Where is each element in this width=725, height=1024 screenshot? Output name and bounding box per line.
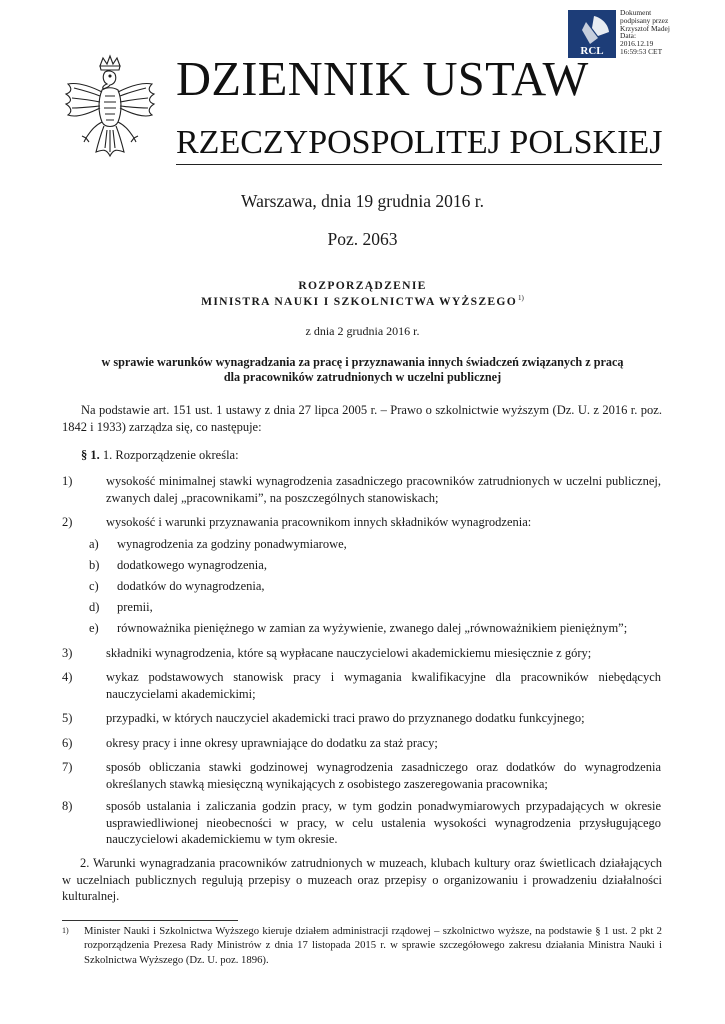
act-subject-line: dla pracowników zatrudnionych w uczelni publicznej [223,370,502,384]
sublist-item: równoważnika pieniężnego w zamian za wyżywienie, zwanego dalej „równoważnikiem pieniężnym”; [117,621,628,635]
sublist-item: premii, [117,600,153,614]
footnote-divider [62,920,238,921]
issuer-footnote-ref: 1) [518,294,524,302]
stamp-line: Data: [620,31,637,41]
sublist-item-letter: e) [89,621,99,635]
act-subject-line: w sprawie warunków wynagradzania za pracę i przyznawania innych świadczeń związanych z pracą [101,355,624,369]
publication-place-date: Warszawa, dnia 19 grudnia 2016 r. [240,191,485,211]
act-date: z dnia 2 grudnia 2016 r. [305,324,420,338]
sublist-item-letter: b) [89,558,100,572]
list-item: sposób obliczania stawki godzinowej wynagrodzenia zasadniczego oraz dodatków do wynagrodzenia określanych stawką miesięczną wynikających z osobistego zaszeregowania pracownika; [106,760,661,791]
signature-stamp-text [620,9,720,56]
sublist-item: dodatków do wynagrodzenia, [117,579,265,593]
list-item-number: 5) [62,711,73,725]
act-subject [70,355,655,385]
footnote-text: Minister Nauki i Szkolnictwa Wyższego kieruje działem administracji rządowej – szkolnictwo wyższe, na podstawie § 1 ust. 2 pkt 2 rozporządzenia Prezesa Rady Ministrów z dnia 17 listopada 2015 r. w sprawie szczegółowego zakresu działania Ministra Nauki i Szkolnictwa Wyższego (Dz. U. poz. 1896). [84,925,662,966]
list-item-number: 6) [62,736,73,750]
sublist-item: wynagrodzenia za godziny ponadwymiarowe, [117,537,347,551]
stamp-line: Krzysztof Madej [620,23,670,33]
act-type: ROZPORZĄDZENIE [298,279,427,292]
legal-basis-paragraph: Na podstawie art. 151 ust. 1 ustawy z dnia 27 lipca 2005 r. – Prawo o szkolnictwie wyższym (Dz. U. z 2016 r. poz. 1842 i 1933) zarządza się, co następuje: [62,403,662,434]
footnote-mark: 1) [62,926,69,935]
section-1-heading [81,447,661,464]
section-1-text: 1. Rozporządzenie określa: [102,448,239,462]
list-item-number: 2) [62,515,73,529]
list-item: okresy pracy i inne okresy uprawniające do dodatku za staż pracy; [106,736,438,750]
list-item: przypadki, w których nauczyciel akademicki traci prawo do przyznanego dodatku funkcyjnego; [106,711,585,725]
list-item: składniki wynagrodzenia, które są wypłacane nauczycielowi akademickiemu miesięcznie z góry; [106,646,592,660]
position-number: Poz. 2063 [327,229,398,249]
header-divider [176,164,662,165]
list-item: wykaz podstawowych stanowisk pracy i wymagania kwalifikacyjne dla pracowników niebędących nauczycielami akademickimi; [106,670,661,701]
sublist-item: dodatkowego wynagrodzenia, [117,558,267,572]
act-issuer-text: MINISTRA NAUKI I SZKOLNICTWA WYŻSZEGO [201,295,518,308]
sublist-item-letter: d) [89,600,100,614]
sublist-item-letter: c) [89,579,99,593]
list-item-number: 1) [62,474,73,488]
list-item: wysokość i warunki przyznawania pracownikom innych składników wynagrodzenia: [106,515,532,529]
stamp-line: Dokument [620,8,652,17]
stamp-line: 2016.12.19 [620,39,654,49]
list-item: sposób ustalania i zaliczania godzin pracy, w tym godzin ponadwymiarowych przypadających w okresie usprawiedliwionej nieobecności w pracy, w celu ustalenia wysokości wynagrodzenia przysługującego nauczycielowi akademickiemu w tym okresie. [106,799,661,847]
sublist-item-letter: a) [89,537,99,551]
list-item: wysokość minimalnej stawki wynagrodzenia zasadniczego pracowników zatrudnionych w uczelni publicznej, zwanych dalej „pracownikami”, na poszczególnych stanowiskach; [106,474,661,505]
section-1-label: § 1. [81,448,100,462]
journal-title: DZIENNIK USTAW [176,53,589,106]
list-item-number: 4) [62,670,73,684]
journal-subtitle: RZECZYPOSPOLITEJ POLSKIEJ [176,124,663,161]
stamp-logo-text: RCL [580,45,604,57]
eagle-emblem-icon [60,52,160,164]
act-issuer [0,294,725,308]
signature-stamp-logo [568,10,616,58]
section-1-paragraph-2: 2. Warunki wynagradzania pracowników zatrudnionych w muzeach, klubach kultury oraz świetlicach działających w uczelniach publicznych regulują przepisy o muzeach oraz przepisy o organizowaniu i prowadzeniu działalności kulturalnej. [62,856,662,904]
stamp-line: 16:59:53 CET [620,46,663,56]
list-item-number: 3) [62,646,73,660]
list-item-number: 7) [62,760,73,774]
stamp-line: podpisany przez [620,15,669,25]
list-item-number: 8) [62,799,73,813]
